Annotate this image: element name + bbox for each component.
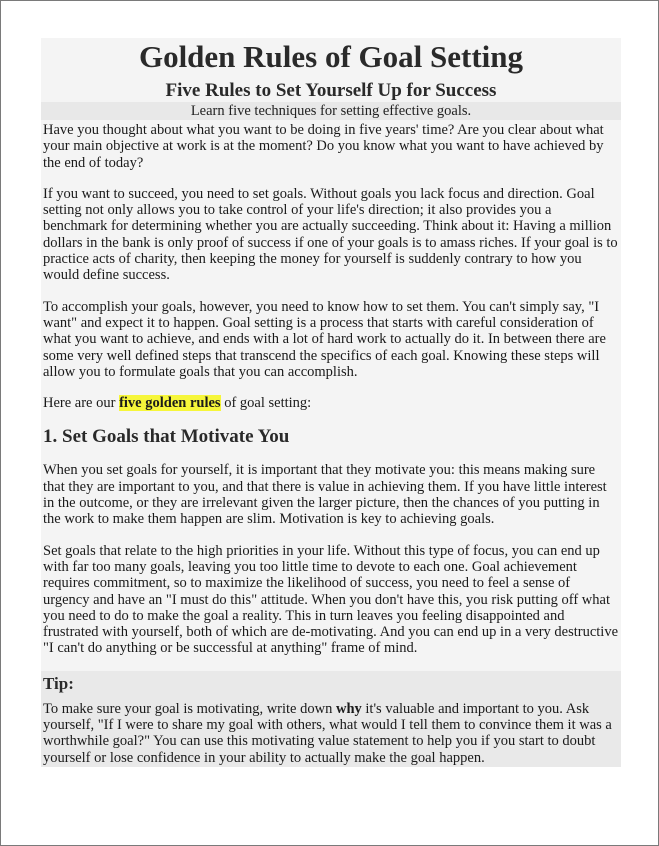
rules-intro: [41, 395, 621, 411]
tip-heading: Tip:: [43, 673, 74, 693]
section-1-paragraph-1: When you set goals for yourself, it is important that they motivate you: this means making sure that they are important to you, and that there is value in achieving them. If you have little interest in the outcome, or they are irrelevant given the larger picture, then the chances of you putting in the work to make them happen are slim. Motivation is key to achieving goals.: [43, 462, 607, 528]
page-title: Golden Rules of Goal Setting: [138, 39, 524, 74]
intro-paragraph-1: Have you thought about what you want to be doing in five years' time? Are you clear about what your main objective at work is at the moment? Do you know what you want to have achieved by the end of today?: [43, 122, 604, 171]
tip-bold-word: why: [335, 700, 362, 717]
section-1-paragraph-2: Set goals that relate to the high priorities in your life. Without this type of focus, you can end up with far too many goals, leaving you too little time to devote to each one. Goal achievement requires commitment, so to maximize the likelihood of success, you need to feel a sense of urgency and have an "I must do this" attitude. When you don't have this, you risk putting off what you need to do to make the goal a reality. This in turn leaves you feeling disappointed and frustrated with yourself, both of which are de-motivating. And you can end up in a very destructive "I can't do anything or be successful at anything" frame of mind.: [43, 542, 619, 657]
highlighted-phrase: five golden rules: [119, 395, 221, 412]
lead-text: Learn five techniques for setting effective goals.: [41, 102, 621, 120]
rules-intro-before: Here are our: [43, 395, 120, 412]
tip-text-after: it's valuable and important to you. Ask yourself, "If I were to share my goal with others, what would I tell them to convince them it was a worthwhile goal?" You can use this motivating value statement to help you if you start to doubt yourself or lose confidence in your ability to actually make the goal happen.: [43, 700, 612, 766]
page-subtitle: Five Rules to Set Yourself Up for Success: [165, 80, 497, 101]
tip-box: [41, 671, 621, 767]
section-1-heading: 1. Set Goals that Motivate You: [43, 426, 290, 448]
intro-paragraph-3: To accomplish your goals, however, you need to know how to set them. You can't simply say, "I want" and expect it to happen. Goal setting is a process that starts with careful consideration of what you want to achieve, and ends with a lot of hard work to actually do it. In between there are some very well defined steps that transcend the specifics of each goal. Knowing these steps will allow you to formulate goals that you can accomplish.: [43, 298, 606, 380]
rules-intro-after: of goal setting:: [220, 395, 312, 412]
article-content: [41, 38, 621, 767]
intro-paragraph-2: If you want to succeed, you need to set goals. Without goals you lack focus and direction. Goal setting not only allows you to take control of your life's direction; it also provides you a benchmark for determining whether you are actually succeeding. Think about it: Having a million dollars in the bank is only proof of success if one of your goals is to amass riches. If your goal is to practice acts of charity, then keeping the money for yourself is suddenly contrary to how you would define success.: [43, 185, 618, 284]
tip-text-before: To make sure your goal is motivating, write down: [43, 700, 336, 717]
tip-text: [41, 701, 621, 766]
